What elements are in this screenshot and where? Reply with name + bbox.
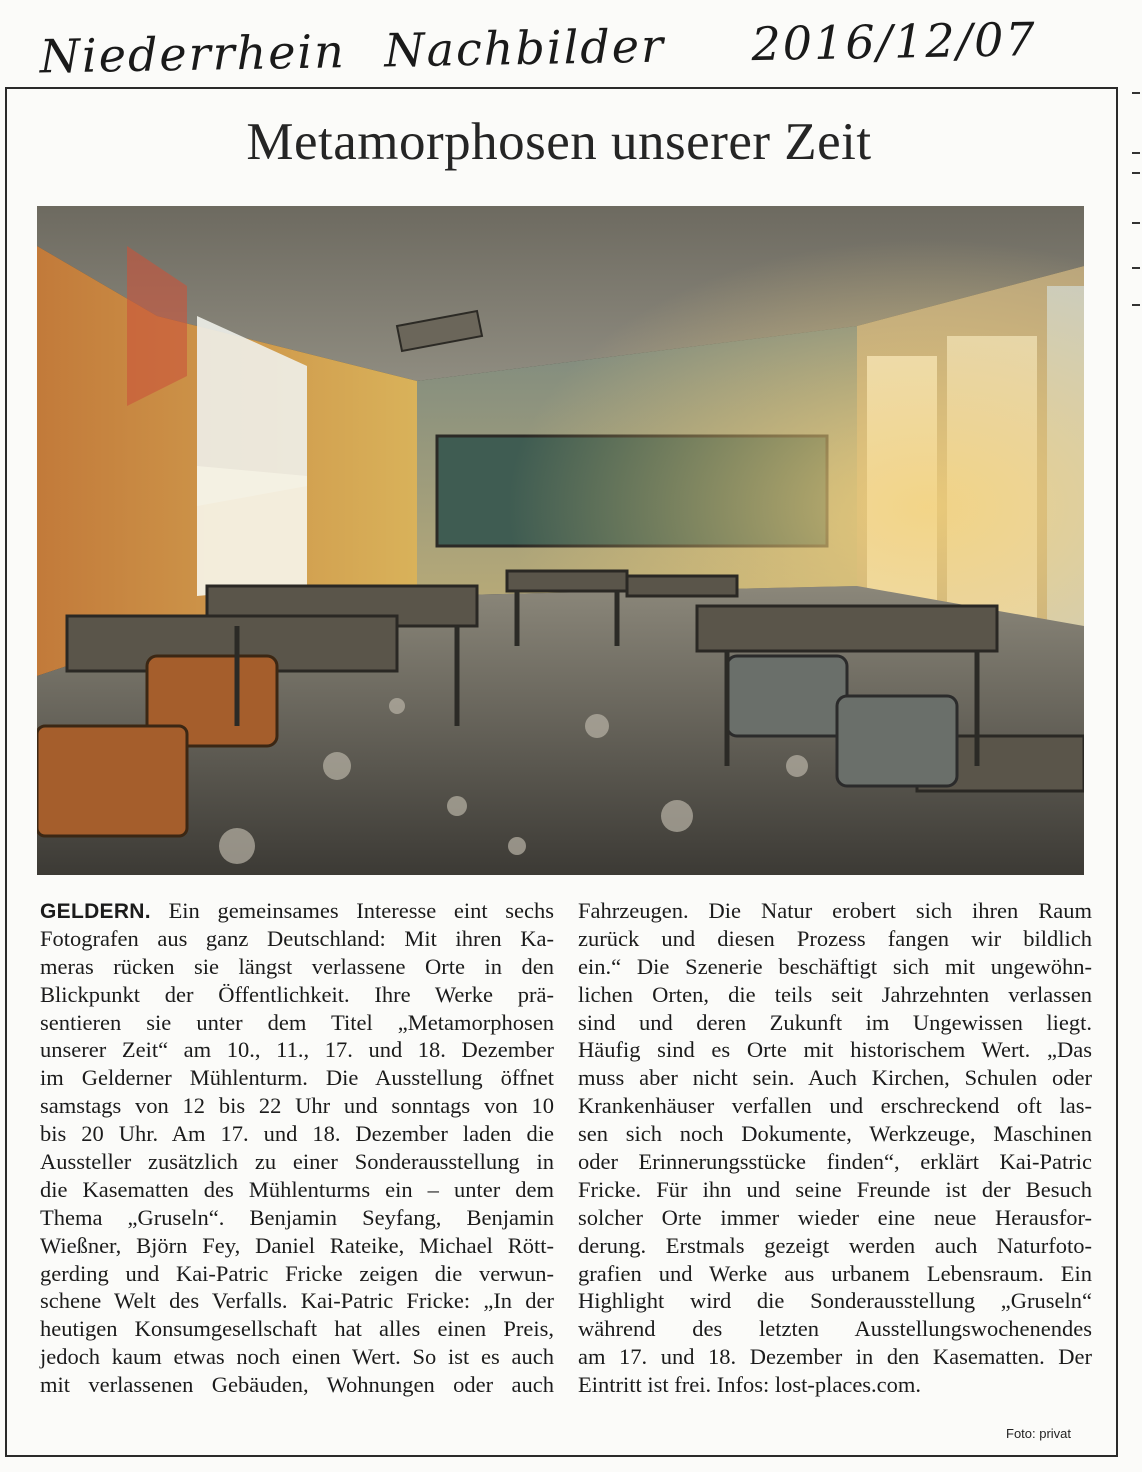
text-line: die Kasematten des Mühlenturms ein – unter dem xyxy=(40,1176,554,1202)
text-line: Fahrzeugen. Die Natur erobert sich ihren Raum xyxy=(578,898,1092,923)
text-line: am 17. und 18. Dezember in den Kasematten. Der xyxy=(578,1344,1092,1370)
text-line: mit verlassenen Gebäuden, Wohnungen oder auch xyxy=(40,1372,554,1398)
handwritten-paper: Nachbilder xyxy=(383,18,666,78)
text-line: Fotografen aus ganz Deutschland: Mit ihren Ka- xyxy=(40,925,554,951)
dateline: GELDERN. xyxy=(40,900,151,923)
text-line: Thema „Gruseln“. Benjamin Seyfang, Benjamin xyxy=(40,1204,554,1230)
text-line: meras rücken sie längst verlassene Orte in den xyxy=(40,953,554,979)
text-line: Häufig sind es Orte mit historischem Wert. „Das xyxy=(578,1037,1092,1063)
handwritten-date: 2016/12/07 xyxy=(751,12,1038,72)
text-line: im Gelderner Mühlenturm. Die Ausstellung öffnet xyxy=(40,1065,554,1091)
photo-credit: Foto: privat xyxy=(1006,1426,1072,1441)
text-line: muss aber nicht sein. Auch Kirchen, Schulen oder xyxy=(578,1065,1092,1091)
text-line: grafien und Werke aus urbanem Lebensraum. Ein xyxy=(578,1260,1092,1286)
article-column-right xyxy=(578,897,1092,1399)
text-line: bis 20 Uhr. Am 17. und 18. Dezember laden die xyxy=(40,1121,554,1147)
text-line: jedoch kaum etwas noch einen Wert. So ist es auch xyxy=(40,1344,554,1370)
text-line-content: Ein gemeinsames Interesse eint sechs xyxy=(168,898,555,923)
text-line: Aussteller zusätzlich zu einer Sonderausstellung in xyxy=(40,1149,554,1175)
text-line: während des letzten Ausstellungswochenendes xyxy=(578,1316,1092,1342)
article-headline: Metamorphosen unserer Zeit xyxy=(246,113,872,171)
text-line: sentieren sie unter dem Titel „Metamorphosen xyxy=(40,1009,554,1035)
text-line: unserer Zeit“ am 10., 11., 17. und 18. Dezember xyxy=(40,1037,554,1063)
text-line: derung. Erstmals gezeigt werden auch Naturfoto- xyxy=(578,1232,1092,1258)
article-photo xyxy=(37,206,1084,875)
handwritten-place: Niederrhein xyxy=(39,24,347,84)
text-line: ein.“ Die Szenerie beschäftigt sich mit ungewöhn- xyxy=(578,953,1092,979)
text-line: oder Erinnerungsstücke finden“, erklärt Kai-Patric xyxy=(578,1149,1092,1175)
article-column-left xyxy=(40,897,554,1399)
text-line: schene Welt des Verfalls. Kai-Patric Fricke: „In der xyxy=(40,1288,554,1314)
text-line: Wießner, Björn Fey, Daniel Rateike, Michael Rött- xyxy=(40,1232,554,1258)
text-line: lichen Orten, die teils seit Jahrzehnten verlassen xyxy=(578,981,1092,1007)
text-line: gerding und Kai-Patric Fricke zeigen die verwun- xyxy=(40,1260,554,1286)
text-line: Highlight wird die Sonderausstellung „Gruseln“ xyxy=(578,1288,1092,1314)
text-line: solcher Orte immer wieder eine neue Herausfor- xyxy=(578,1204,1092,1230)
text-line: sen sich noch Dokumente, Werkzeuge, Maschinen xyxy=(578,1121,1092,1147)
text-line: Blickpunkt der Öffentlichkeit. Ihre Werke prä- xyxy=(40,981,554,1007)
text-line: zurück und diesen Prozess fangen wir bildlich xyxy=(578,925,1092,951)
text-line: Krankenhäuser verfallen und erschreckend oft las- xyxy=(578,1093,1092,1119)
neighbor-clipping-edge xyxy=(1122,92,1142,1432)
photo-abandoned-classroom-icon xyxy=(37,206,1084,875)
text-line: Eintritt ist frei. Infos: lost-places.com. xyxy=(578,1372,922,1398)
text-line: sind und deren Zukunft im Ungewissen liegt. xyxy=(578,1009,1092,1035)
text-line: heutigen Konsumgesellschaft hat alles einen Preis, xyxy=(40,1316,554,1342)
text-line: Fricke. Für ihn und seine Freunde ist der Besuch xyxy=(578,1176,1092,1202)
text-line: samstags von 12 bis 22 Uhr und sonntags von 10 xyxy=(40,1093,554,1119)
text-line xyxy=(40,897,554,925)
